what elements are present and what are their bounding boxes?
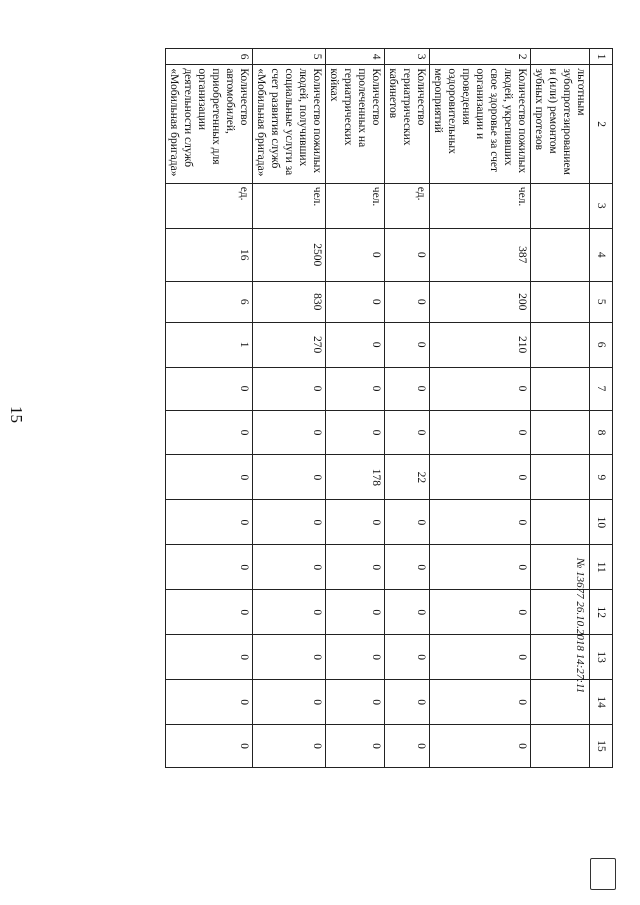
value-cell: 0 (166, 410, 253, 455)
logo (590, 858, 616, 890)
value-cell: 0 (326, 500, 385, 545)
value-cell: 0 (385, 410, 430, 455)
column-header: 13 (590, 635, 613, 680)
unit-cell: чел. (253, 183, 326, 228)
registration-stamp: № 13677 26.10.2018 14:27:11 (574, 558, 586, 694)
column-header: 12 (590, 590, 613, 635)
value-cell: 0 (385, 680, 430, 725)
column-header: 1 (590, 49, 613, 65)
value-cell: 0 (166, 635, 253, 680)
column-header: 3 (590, 183, 613, 228)
value-cell: 0 (253, 500, 326, 545)
value-cell: 0 (166, 500, 253, 545)
column-header: 8 (590, 410, 613, 455)
value-cell: 0 (385, 545, 430, 590)
value-cell: 0 (385, 281, 430, 322)
value-cell: 0 (326, 545, 385, 590)
value-cell: 0 (430, 545, 531, 590)
column-header: 5 (590, 281, 613, 322)
value-cell: 0 (430, 590, 531, 635)
rotated-table-wrapper (76, 48, 613, 768)
unit-cell: чел. (430, 183, 531, 228)
value-cell: 2500 (253, 228, 326, 281)
row-number: 4 (326, 49, 385, 65)
value-cell: 830 (253, 281, 326, 322)
column-header: 2 (590, 65, 613, 183)
table-row (253, 49, 326, 768)
column-header: 14 (590, 680, 613, 725)
value-cell: 0 (253, 545, 326, 590)
row-number: 6 (166, 49, 253, 65)
header-row (590, 49, 613, 768)
value-cell: 0 (385, 500, 430, 545)
indicator-name: Количество пожилых людей, получивших социальные услуги за счет развития служб «Мобильная бригада» (253, 65, 326, 183)
value-cell: 0 (326, 590, 385, 635)
value-cell: 0 (430, 500, 531, 545)
value-cell: 0 (166, 545, 253, 590)
value-cell: 0 (253, 367, 326, 410)
value-cell: 0 (253, 455, 326, 500)
value-cell: 0 (253, 635, 326, 680)
value-cell: 0 (385, 228, 430, 281)
value-cell: 0 (385, 367, 430, 410)
value-cell: 0 (430, 725, 531, 768)
value-cell: 178 (326, 455, 385, 500)
value-cell: 0 (385, 590, 430, 635)
value-cell: 0 (430, 410, 531, 455)
value-cell: 0 (253, 590, 326, 635)
value-cell: 0 (326, 228, 385, 281)
value-cell: 0 (166, 725, 253, 768)
column-header: 15 (590, 725, 613, 768)
unit-cell: чел. (326, 183, 385, 228)
value-cell: 0 (326, 680, 385, 725)
column-header: 10 (590, 500, 613, 545)
value-cell: 0 (326, 725, 385, 768)
row-number: 5 (253, 49, 326, 65)
indicator-name: Количество пролеченных на гериатрических койках (326, 65, 385, 183)
value-cell: 0 (430, 367, 531, 410)
continuation-text: льготным зубопротезированием и (или) ремонтом зубных протезов (531, 65, 590, 183)
value-cell: 0 (326, 322, 385, 367)
value-cell: 0 (253, 725, 326, 768)
value-cell: 0 (385, 725, 430, 768)
value-cell: 0 (430, 635, 531, 680)
indicator-name: Количество гериатрических кабинетов (385, 65, 430, 183)
value-cell: 200 (430, 281, 531, 322)
row-number: 2 (430, 49, 531, 65)
value-cell: 0 (166, 590, 253, 635)
column-header: 7 (590, 367, 613, 410)
table-row (430, 49, 531, 768)
value-cell: 0 (430, 455, 531, 500)
value-cell: 0 (326, 367, 385, 410)
column-header: 6 (590, 322, 613, 367)
value-cell: 0 (326, 635, 385, 680)
value-cell: 0 (326, 410, 385, 455)
value-cell: 0 (253, 680, 326, 725)
row-number: 3 (385, 49, 430, 65)
value-cell: 1 (166, 322, 253, 367)
indicator-name: Количество автомобилей, приобретенных для организации деятельности служб «Мобильная бригада» (166, 65, 253, 183)
value-cell: 0 (166, 367, 253, 410)
unit-cell: ед. (166, 183, 253, 228)
table-row (385, 49, 430, 768)
value-cell: 387 (430, 228, 531, 281)
unit-cell: ед. (385, 183, 430, 228)
table-row (166, 49, 253, 768)
value-cell: 270 (253, 322, 326, 367)
table-row (326, 49, 385, 768)
value-cell: 22 (385, 455, 430, 500)
value-cell: 0 (253, 410, 326, 455)
value-cell: 0 (166, 680, 253, 725)
page-number: 15 (7, 406, 26, 423)
value-cell: 0 (385, 635, 430, 680)
value-cell: 0 (430, 680, 531, 725)
value-cell: 210 (430, 322, 531, 367)
value-cell: 6 (166, 281, 253, 322)
value-cell: 0 (326, 281, 385, 322)
column-header: 4 (590, 228, 613, 281)
indicator-name: Количество пожилых людей, укрепивших свое здоровье за счет организации и проведения оздоровительных мероприятий (430, 65, 531, 183)
value-cell: 16 (166, 228, 253, 281)
value-cell: 0 (385, 322, 430, 367)
column-header: 11 (590, 545, 613, 590)
value-cell: 0 (166, 455, 253, 500)
data-table (165, 48, 613, 768)
column-header: 9 (590, 455, 613, 500)
